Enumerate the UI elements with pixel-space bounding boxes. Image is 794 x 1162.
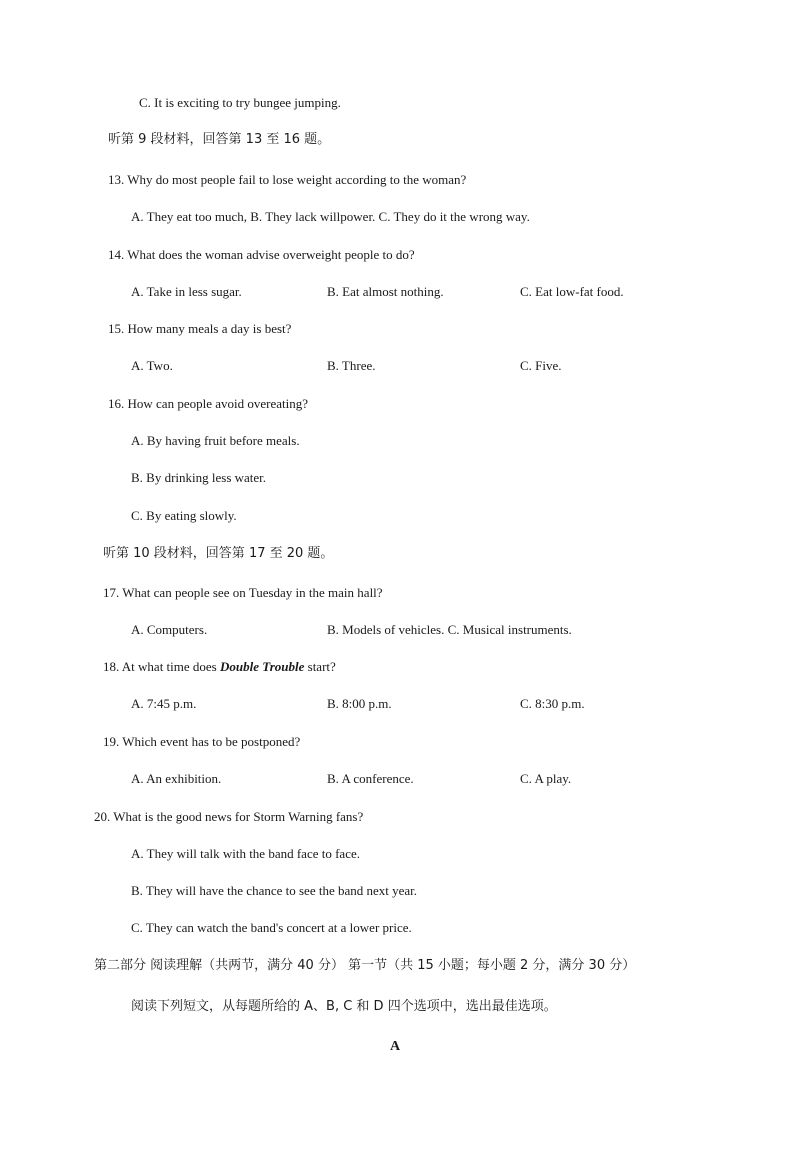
reading-instructions: 阅读下列短文，从每题所给的 A、B, C 和 D 四个选项中，选出最佳选项。 (131, 999, 557, 1014)
question-17: 17. What can people see on Tuesday in the main hall? (103, 585, 383, 600)
option-b: B. 8:00 p.m. (327, 696, 392, 711)
option-a: A. Computers. (131, 622, 208, 637)
passage-label: A (390, 1039, 401, 1054)
option-a: A. Take in less sugar. (131, 284, 242, 299)
option-a: A. An exhibition. (131, 771, 222, 786)
option-c: C. 8:30 p.m. (520, 696, 585, 711)
question-20: 20. What is the good news for Storm Warning fans? (94, 809, 364, 824)
show-title: Double Trouble (220, 659, 305, 674)
question-13-options: A. They eat too much, B. They lack willpower. C. They do it the wrong way. (131, 209, 530, 224)
question-14: 14. What does the woman advise overweight people to do? (108, 247, 415, 262)
option-a: A. Two. (131, 358, 173, 373)
option-c: C. Eat low-fat food. (520, 284, 624, 299)
option-c: C. By eating slowly. (131, 508, 237, 523)
question-18-text-end: start? (304, 659, 336, 674)
option-b: B. By drinking less water. (131, 470, 267, 485)
option-b: B. A conference. (327, 771, 414, 786)
question-19: 19. Which event has to be postponed? (103, 734, 301, 749)
question-18 (103, 658, 336, 676)
option-b: B. Eat almost nothing. (327, 284, 444, 299)
question-15: 15. How many meals a day is best? (108, 321, 292, 336)
question-18-text: 18. At what time does (103, 659, 220, 674)
question-13: 13. Why do most people fail to lose weight according to the woman? (108, 172, 467, 187)
option-b: B. Three. (327, 358, 376, 373)
section-heading-9: 听第 9 段材料，回答第 13 至 16 题。 (108, 132, 331, 147)
option-a: A. They will talk with the band face to face. (131, 846, 360, 861)
option-b-c: B. Models of vehicles. C. Musical instruments. (327, 622, 572, 637)
option-b: B. They will have the chance to see the band next year. (131, 883, 418, 898)
option-c-q12: C. It is exciting to try bungee jumping. (139, 95, 341, 110)
section-heading-10: 听第 10 段材料，回答第 17 至 20 题。 (103, 546, 334, 561)
option-c: C. Five. (520, 358, 562, 373)
option-c: C. A play. (520, 771, 572, 786)
option-a: A. By having fruit before meals. (131, 433, 300, 448)
option-c: C. They can watch the band's concert at a lower price. (131, 920, 412, 935)
part-two-heading: 第二部分 阅读理解（共两节，满分 40 分） 第一节（共 15 小题；每小题 2 分，满分 30 分） (94, 958, 636, 973)
question-16: 16. How can people avoid overeating? (108, 396, 308, 411)
option-a: A. 7:45 p.m. (131, 696, 197, 711)
